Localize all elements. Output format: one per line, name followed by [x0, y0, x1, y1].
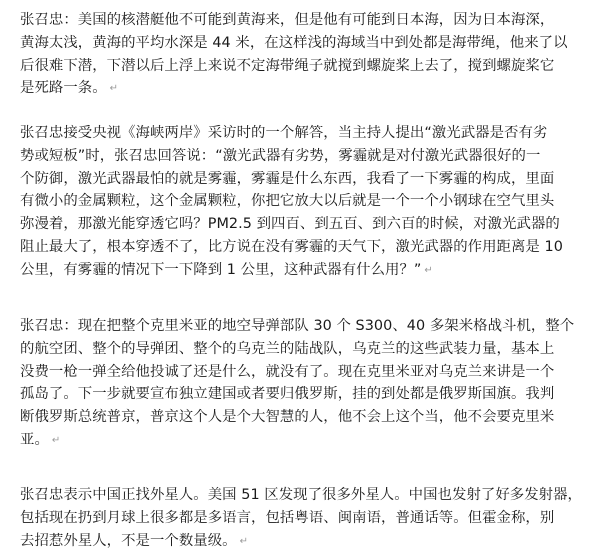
text-line: 个防御，激光武器最怕的就是雾霾，雾霾是什么东西，我看了一下雾霾的构成，里面	[20, 170, 555, 187]
text-line: 后很难下潜，下潜以后上浮上来说不定海带绳子就搅到螺旋桨上去了，搅到螺旋桨它	[20, 57, 555, 74]
text-line	[20, 429, 586, 452]
paragraph-mark-icon: ↵	[109, 83, 119, 95]
text-line: 势或短板”时，张召忠回答说：“激光武器有劣势，雾霾就是对付激光武器很好的一	[20, 147, 541, 164]
text-line: 断俄罗斯总统普京，普京这个人是个大智慧的人，他不会上这个当，他不会要克里米	[20, 409, 555, 426]
text-line: 没费一枪一弹全给他投诚了还是什么，就没有了。现在克里米亚对乌克兰来讲是一个	[20, 363, 555, 380]
paragraph-crimea	[20, 315, 586, 452]
text-line: 张召忠：现在把整个克里米亚的地空导弹部队 30 个 S300、40 多架米格战斗机，整个	[20, 318, 575, 334]
text-line: 张召忠接受央视《海峡两岸》采访时的一个解答，当主持人提出“激光武器是否有劣	[20, 125, 548, 141]
text-line-content: 去招惹外星人，不是一个数量级。	[20, 532, 237, 549]
text-line: 包括现在扔到月球上很多都是多语言，包括粤语、闽南语，普通话等。但霍金称，别	[20, 509, 555, 526]
text-line: 张召忠：美国的核潜艇他不可能到黄海来，但是他有可能到日本海，因为日本海深，	[20, 12, 555, 28]
text-line: 黄海太浅，黄海的平均水深是 44 米，在这样浅的海域当中到处都是海带绳，他来了以	[20, 34, 568, 51]
text-line	[20, 77, 586, 100]
text-line	[20, 530, 586, 553]
paragraph-aliens	[20, 484, 586, 552]
paragraph-mark-icon: ↵	[51, 434, 61, 446]
paragraph-mark-icon: ↵	[239, 535, 249, 547]
paragraph-laser-weapon	[20, 122, 586, 282]
paragraph-nuclear-submarine	[20, 9, 586, 100]
text-line-content: 是死路一条。	[20, 80, 107, 97]
text-line: 弥漫着，那激光能穿透它吗？PM2.5 到四百、到五百、到六百的时候，对激光武器的	[20, 216, 560, 233]
text-line-content: 公里，有雾霾的情况下一下降到 1 公里，这种武器有什么用？”	[20, 261, 422, 278]
text-line-content: 亚。	[20, 431, 49, 448]
text-line: 孤岛了。下一步就要宣布独立建国或者要归俄罗斯，挂的到处都是俄罗斯国旗。我判	[20, 386, 555, 403]
text-line: 的航空团、整个的导弹团、整个的乌克兰的陆战队，乌克兰的这些武装力量，基本上	[20, 340, 555, 357]
text-line	[20, 259, 586, 282]
text-line: 有微小的金属颗粒，这个金属颗粒，你把它放大以后就是一个一个小钢球在空气里头	[20, 193, 555, 210]
text-line: 张召忠表示中国正找外星人。美国 51 区发现了很多外星人。中国也发射了好多发射器，	[20, 487, 582, 503]
paragraph-mark-icon: ↵	[424, 264, 433, 276]
text-line: 阻止最大了，根本穿透不了，比方说在没有雾霾的天气下，激光武器的作用距离是 10	[20, 238, 563, 255]
